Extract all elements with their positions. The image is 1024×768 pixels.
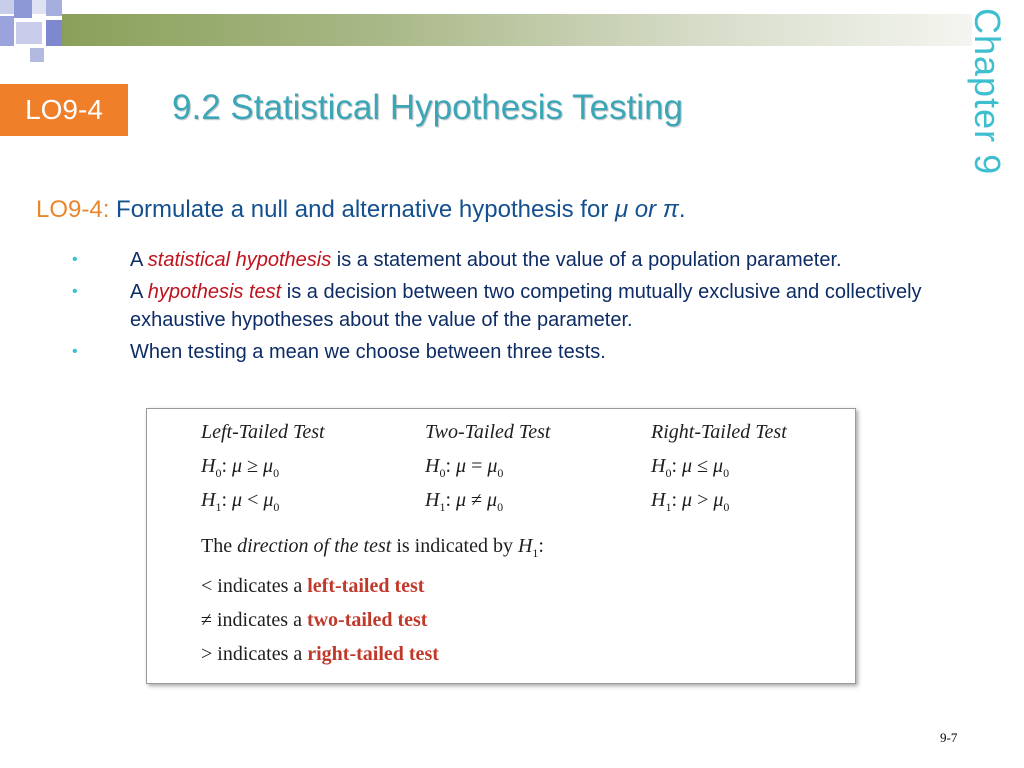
bullet-icon: • [72, 343, 78, 360]
deco-square [0, 16, 14, 46]
slide-title: 9.2 Statistical Hypothesis Testing [172, 88, 684, 127]
h1-left: $H_1$: $\mu < \mu_0$ [201, 489, 280, 514]
objective-end: . [678, 196, 686, 223]
bullet-list [72, 246, 952, 370]
deco-square [30, 48, 44, 62]
h0-left: $H_0$: $\mu \ge \mu_0$ [201, 455, 280, 480]
bullet-emphasis: hypothesis test [147, 281, 282, 303]
bullet-text: A [130, 281, 148, 303]
bullet-text: is a decision between two competing mutually exclusive and collectively exhaustive hypotheses about the value of the parameter. [130, 281, 922, 331]
bullet-text: When testing a mean we choose between three tests. [130, 341, 606, 363]
hypothesis-table-figure [146, 408, 856, 684]
deco-square [32, 0, 46, 14]
deco-square [0, 0, 14, 14]
bullet-text: is a statement about the value of a population parameter. [331, 249, 842, 271]
h1-two: $H_1$: $\mu \ne \mu_0$ [425, 489, 504, 514]
chapter-label: Chapter 9 [967, 8, 1008, 176]
header-left-tailed: Left-Tailed Test [201, 421, 325, 443]
header-band [62, 14, 972, 46]
lo-badge: LO9-4 [0, 84, 128, 136]
bullet-item [72, 338, 952, 366]
objective-text: Formulate a null and alternative hypothesis for [109, 196, 615, 223]
deco-square [14, 0, 32, 18]
header-two-tailed: Two-Tailed Test [425, 421, 551, 443]
bullet-icon: • [72, 283, 78, 300]
indication-left: < indicates a left-tailed test [201, 575, 425, 597]
indication-right: > indicates a right-tailed test [201, 643, 439, 665]
h1-right: $H_1$: $\mu > \mu_0$ [651, 489, 730, 514]
bullet-item [72, 246, 952, 274]
deco-square [46, 0, 62, 16]
bullet-text: A [130, 249, 148, 271]
bullet-icon: • [72, 251, 78, 268]
deco-square [46, 20, 62, 46]
learning-objective [36, 196, 686, 224]
objective-code: LO9-4: [36, 196, 110, 223]
h0-two: $H_0$: $\mu = \mu_0$ [425, 455, 504, 480]
bullet-emphasis: statistical hypothesis [147, 249, 332, 271]
header-right-tailed: Right-Tailed Test [651, 421, 787, 443]
deco-square [16, 22, 42, 44]
page-number: 9-7 [940, 730, 958, 745]
h0-right: $H_0$: $\mu \le \mu_0$ [651, 455, 730, 480]
bullet-item [72, 278, 952, 334]
objective-symbols: μ or π [614, 196, 679, 223]
indication-two: ≠ indicates a two-tailed test [201, 609, 428, 631]
direction-statement: The direction of the test is indicated by $H_1$: [201, 535, 544, 560]
